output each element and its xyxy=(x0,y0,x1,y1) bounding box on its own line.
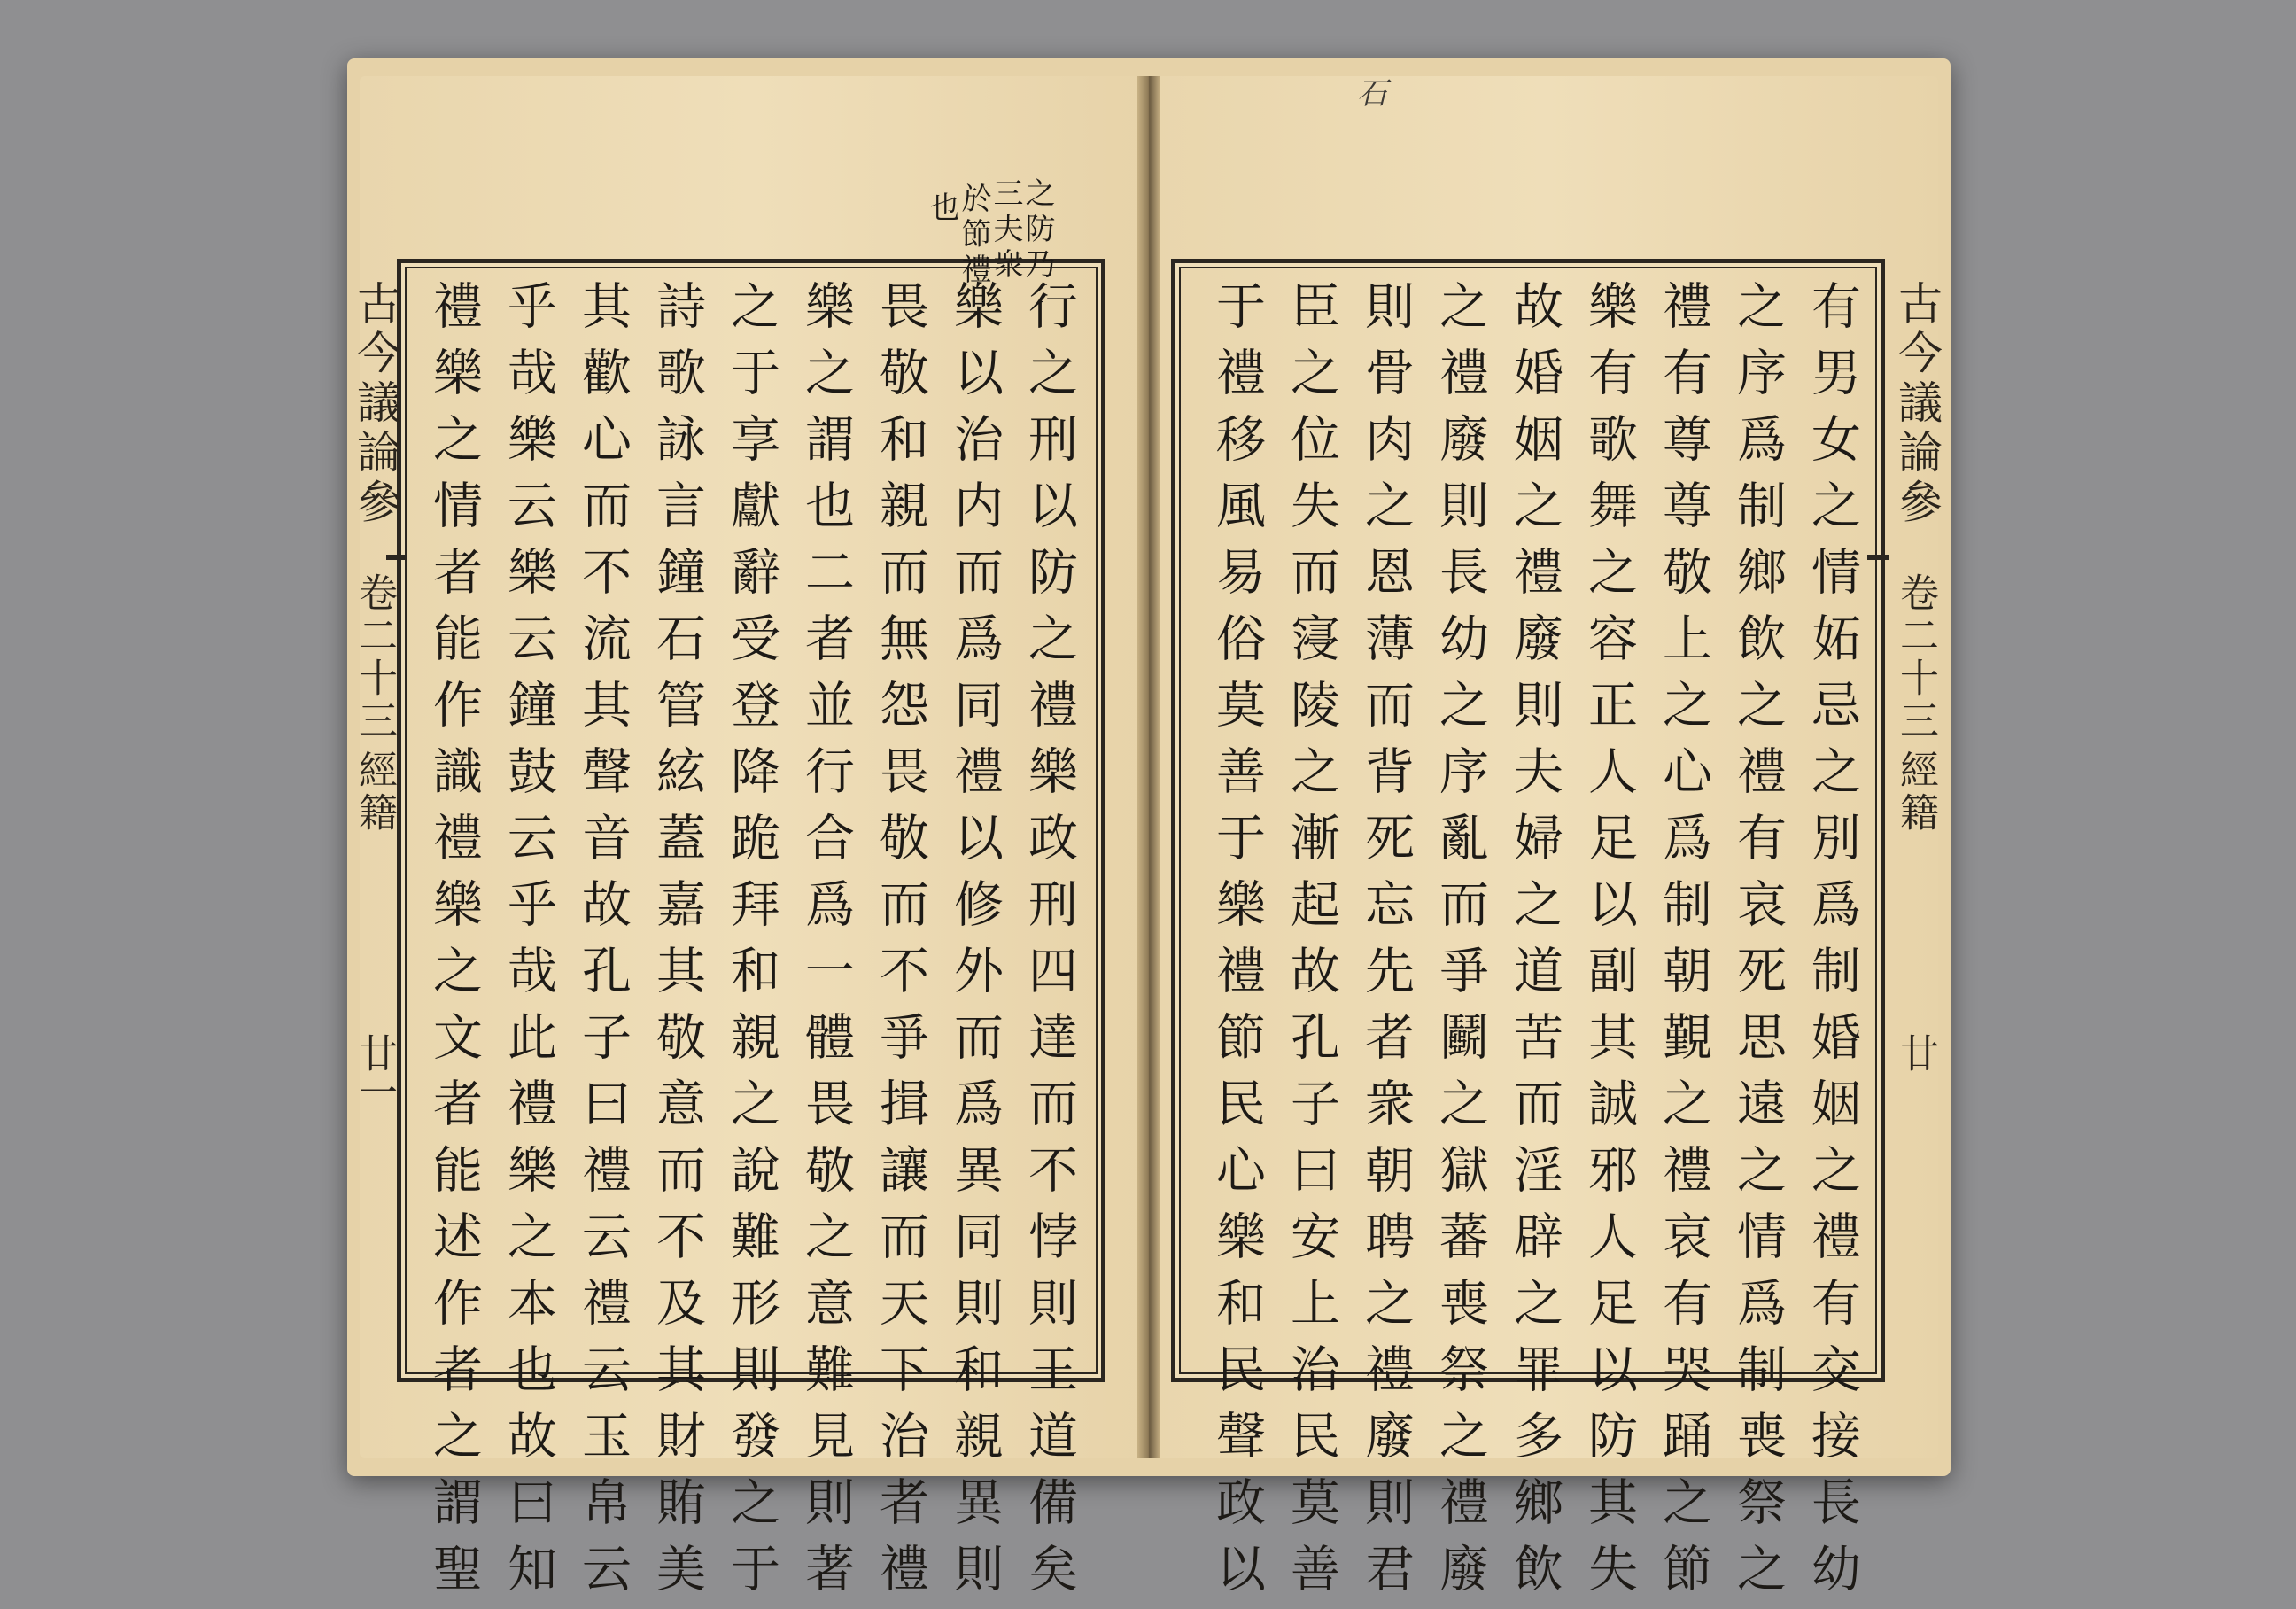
text-column: 則骨肉之恩薄而背死忘先者衆朝聘之禮廢則君 xyxy=(1357,280,1415,1609)
margin-volume: 卷二十三 xyxy=(352,572,397,742)
margin-page-number: 廿 xyxy=(1893,1033,1938,1072)
text-column: 樂有歌舞之容正人足以副其誠邪人足以防其失 xyxy=(1580,280,1638,1609)
text-column: 樂以治内而爲同禮以修外而爲異同則和親異則 xyxy=(946,280,1004,1609)
margin-page-number: 廿一 xyxy=(352,1033,397,1111)
text-column: 之禮廢則長幼之序亂而爭鬬之獄蕃喪祭之禮廢 xyxy=(1431,280,1489,1609)
margin-rule xyxy=(1867,555,1889,560)
text-column: 于禮移風易俗莫善于樂禮節民心樂和民聲政以 xyxy=(1208,280,1266,1609)
book-gutter xyxy=(1137,76,1160,1458)
note-line: 之防乃 xyxy=(1020,177,1055,284)
text-column: 之序爲制鄉飲之禮有哀死思遠之情爲制喪祭之 xyxy=(1729,280,1787,1609)
text-column: 之于享獻辭受登降跪拜和親之說難形則發之于 xyxy=(723,280,780,1609)
text-column: 樂之謂也二者並行合爲一體畏敬之意難見則著 xyxy=(797,280,855,1609)
margin-section: 經籍 xyxy=(352,750,397,835)
margin-book-title: 古今議論參 xyxy=(1891,280,1943,528)
text-column: 禮有尊尊敬上之心爲制朝覲之禮哀有哭踊之節 xyxy=(1655,280,1712,1609)
text-column: 故婚姻之禮廢則夫婦之道苦而淫辟之罪多鄉飲 xyxy=(1506,280,1563,1609)
open-book xyxy=(347,58,1951,1609)
margin-volume: 卷二十三 xyxy=(1893,572,1938,742)
text-column: 行之刑以防之禮樂政刑四達而不悖則王道備矣 xyxy=(1020,280,1078,1609)
text-column: 乎哉樂云樂云鐘鼓云乎哉此禮樂之本也故曰知 xyxy=(500,280,557,1609)
note-line: 於節禮 xyxy=(956,183,991,289)
margin-rule xyxy=(386,555,407,560)
note-line: 三夫衆 xyxy=(988,177,1023,284)
margin-section: 經籍 xyxy=(1893,750,1938,835)
text-column: 畏敬和親而無怨畏敬而不爭揖讓而天下治者禮 xyxy=(872,280,929,1609)
text-column: 詩歌詠言鐘石管絃蓋嘉其敬意而不及其財賄美 xyxy=(648,280,706,1609)
margin-book-title: 古今議論參 xyxy=(350,280,401,528)
text-column: 其歡心而不流其聲音故孔子曰禮云禮云玉帛云 xyxy=(574,280,632,1609)
text-column: 有男女之情妬忌之別爲制婚姻之禮有交接長幼 xyxy=(1803,280,1861,1609)
pencil-mark: 石 xyxy=(1357,76,1387,112)
text-column: 禮樂之情者能作識禮樂之文者能述作者之謂聖 xyxy=(425,280,483,1609)
text-column: 臣之位失而寖陵之漸起故孔子曰安上治民莫善 xyxy=(1283,280,1340,1609)
note-line: 也 xyxy=(924,191,959,227)
